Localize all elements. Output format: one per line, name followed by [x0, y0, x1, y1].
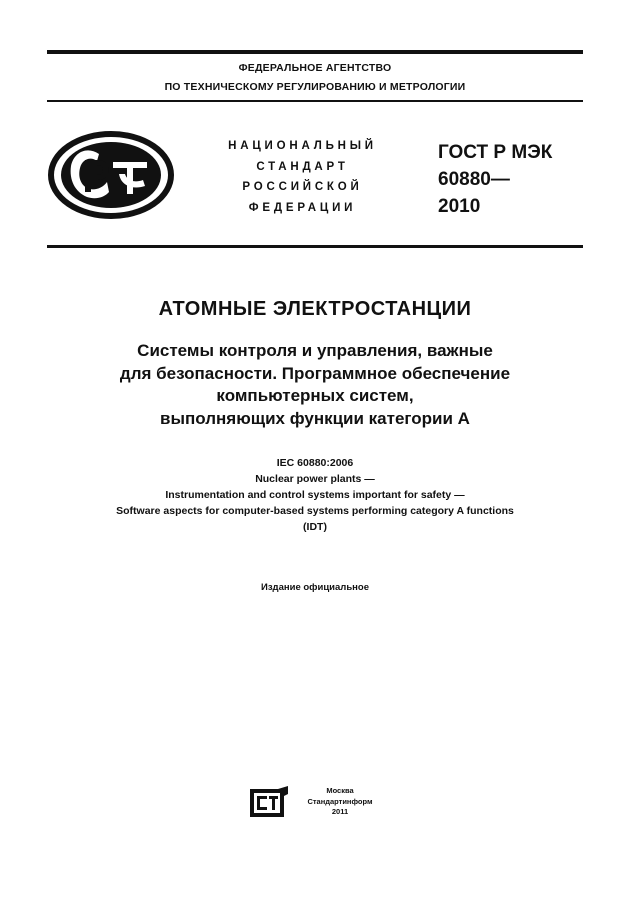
standard-designation	[438, 139, 552, 220]
designation-line-1: ГОСТ Р МЭК	[438, 142, 553, 163]
intl-line-3: Software aspects for computer-based systems performing category A functions	[116, 505, 514, 517]
subtitle-line-4: выполняющих функции категории А	[160, 408, 470, 428]
national-standard-label	[205, 136, 400, 218]
publisher-info	[290, 786, 390, 818]
rst-logo-icon	[47, 130, 175, 220]
subtitle-line-2: для безопасности. Программное обеспечение	[119, 363, 511, 383]
intl-line-4: (IDT)	[303, 521, 327, 533]
international-equivalent	[47, 455, 583, 535]
national-standard-line-2: СТАНДАРТ	[256, 160, 349, 173]
publisher-name: Стандартинформ	[307, 796, 373, 806]
agency-line-2: ПО ТЕХНИЧЕСКОМУ РЕГУЛИРОВАНИЮ И МЕТРОЛОГИИ	[164, 81, 466, 93]
publisher-year: 2011	[331, 807, 349, 816]
edition-label: Издание официальное	[261, 582, 369, 593]
agency-line-1: ФЕДЕРАЛЬНОЕ АГЕНТСТВО	[238, 62, 392, 74]
intl-line-1: Nuclear power plants —	[255, 473, 375, 485]
top-rule	[47, 50, 583, 54]
iec-code: IEC 60880:2006	[276, 457, 354, 469]
lower-divider	[47, 245, 583, 248]
intl-line-2: Instrumentation and control systems important for safety —	[165, 489, 465, 501]
document-subtitle	[47, 340, 583, 430]
standartinform-logo-icon	[250, 786, 290, 818]
document-title: АТОМНЫЕ ЭЛЕКТРОСТАНЦИИ	[158, 298, 472, 320]
upper-divider	[47, 100, 583, 102]
national-standard-line-1: НАЦИОНАЛЬНЫЙ	[228, 140, 377, 152]
designation-line-2: 60880—	[438, 169, 510, 190]
subtitle-line-3: компьютерных систем,	[216, 386, 414, 405]
designation-line-3: 2010	[438, 196, 481, 217]
national-standard-line-4: ФЕДЕРАЦИИ	[248, 201, 357, 214]
national-standard-line-3: РОССИЙСКОЙ	[242, 181, 363, 193]
publisher-city: Москва	[326, 786, 354, 795]
subtitle-line-1: Системы контроля и управления, важные	[137, 341, 493, 360]
